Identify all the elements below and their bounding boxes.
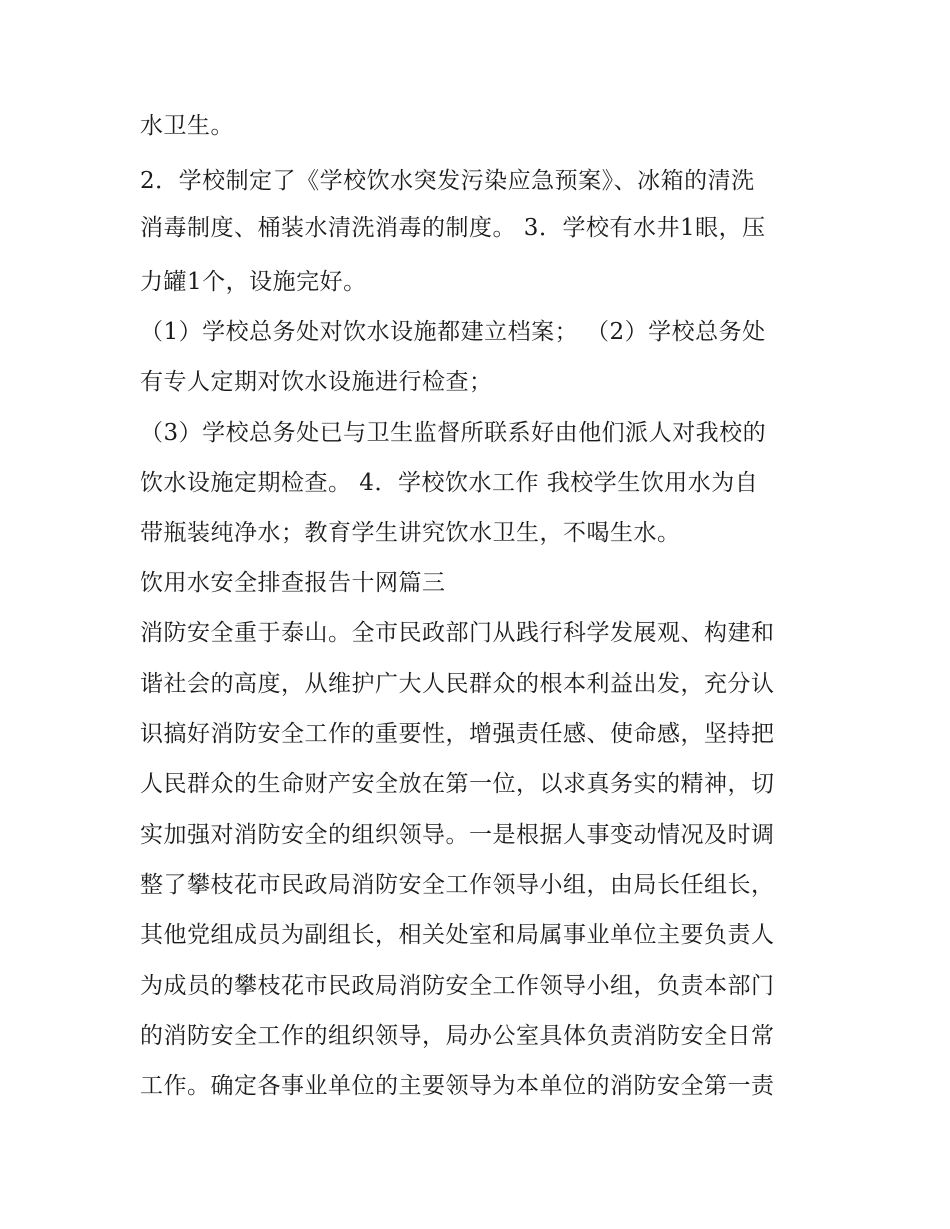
- text-line: 工作。确定各事业单位的主要领导为本单位的消防安全第一责: [140, 1073, 775, 1099]
- text-line: 饮水设施定期检查。 4．学校饮水工作 我校学生饮用水为自: [140, 470, 759, 496]
- text-line: （1）学校总务处对饮水设施都建立档案； （2）学校总务处: [140, 319, 766, 345]
- text-line: 带瓶装纯净水；教育学生讲究饮水卫生，不喝生水。: [140, 520, 681, 546]
- text-line: 水卫生。: [140, 113, 234, 139]
- section-heading: 饮用水安全排查报告十网篇三: [140, 570, 446, 596]
- text-line: （3）学校总务处已与卫生监督所联系好由他们派人对我校的: [140, 420, 767, 446]
- text-line: 实加强对消防安全的组织领导。一是根据人事变动情况及时调: [140, 822, 775, 848]
- text-line: 有专人定期对饮水设施进行检查；: [140, 369, 493, 395]
- text-line: 为成员的攀枝花市民政局消防安全工作领导小组，负责本部门: [140, 973, 775, 999]
- text-line: 2．学校制定了《学校饮水突发污染应急预案》、冰箱的清洗: [140, 168, 755, 194]
- text-line: 整了攀枝花市民政局消防安全工作领导小组，由局长任组长，: [140, 872, 775, 898]
- text-line: 的消防安全工作的组织领导，局办公室具体负责消防安全日常: [140, 1023, 775, 1049]
- text-line: 识搞好消防安全工作的重要性，增强责任感、使命感，坚持把: [140, 721, 775, 747]
- text-line: 力罐1个，设施完好。: [140, 269, 367, 295]
- text-line: 消毒制度、桶装水清洗消毒的制度。 3．学校有水井1眼，压: [140, 215, 766, 241]
- text-line: 其他党组成员为副组长，相关处室和局属事业单位主要负责人: [140, 922, 775, 948]
- text-line: 消防安全重于泰山。全市民政部门从践行科学发展观、构建和: [140, 620, 775, 646]
- text-line: 人民群众的生命财产安全放在第一位，以求真务实的精神，切: [140, 771, 775, 797]
- text-line: 谐社会的高度，从维护广大人民群众的根本利益出发，充分认: [140, 671, 775, 697]
